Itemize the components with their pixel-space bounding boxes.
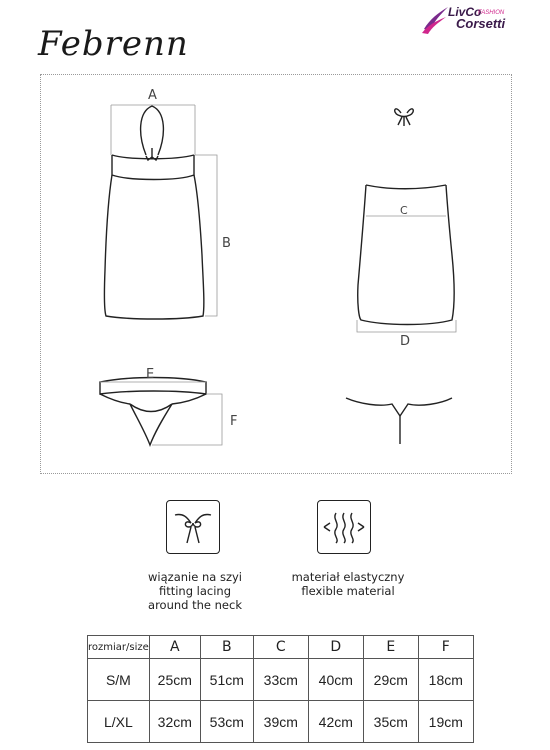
table-cell: 40cm [308, 659, 363, 701]
dress-front-guides [111, 105, 217, 316]
size-table [87, 635, 474, 743]
dress-front-outline [104, 106, 204, 319]
table-cell: 39cm [253, 701, 308, 743]
thong-back-outline [346, 398, 452, 444]
table-cell: 25cm [149, 659, 200, 701]
size-table-col-c: C [253, 636, 308, 659]
stretch-waves-icon [317, 500, 371, 554]
measure-label-b: B [222, 236, 231, 251]
measure-label-a: A [148, 88, 157, 103]
table-cell: 35cm [363, 701, 418, 743]
size-table-col-b: B [200, 636, 253, 659]
size-row-label: L/XL [88, 701, 150, 743]
table-cell: 19cm [418, 701, 473, 743]
size-table-col-d: D [308, 636, 363, 659]
size-table-col-f: F [418, 636, 473, 659]
feature-neck-lacing-line-3: around the neck [148, 598, 242, 612]
dress-back-guides [357, 216, 456, 332]
size-table-col-a: A [149, 636, 200, 659]
table-cell: 33cm [253, 659, 308, 701]
size-table-corner: rozmiar/size [88, 636, 150, 659]
table-row [88, 659, 474, 701]
feature-neck-lacing-line-2: fitting lacing [158, 584, 232, 598]
product-title: Febrenn [38, 24, 189, 64]
thong-front-outline [100, 378, 206, 446]
table-cell: 32cm [149, 701, 200, 743]
table-cell: 51cm [200, 659, 253, 701]
measure-label-c: C [400, 204, 408, 217]
size-row-label: S/M [88, 659, 150, 701]
table-row [88, 701, 474, 743]
feature-neck-lacing-line-1: wiązanie na szyi [148, 570, 242, 584]
table-cell: 29cm [363, 659, 418, 701]
measure-label-f: F [230, 414, 238, 429]
halter-tie-icon [166, 500, 220, 554]
table-cell: 42cm [308, 701, 363, 743]
table-cell: 18cm [418, 659, 473, 701]
size-table-col-e: E [363, 636, 418, 659]
table-cell: 53cm [200, 701, 253, 743]
feature-flexible-material-line-2: flexible material [301, 584, 395, 598]
measure-label-d: D [400, 334, 411, 349]
feature-neck-lacing [130, 500, 260, 620]
size-table-header-row [88, 636, 474, 659]
feature-flexible-material [280, 500, 416, 620]
feature-flexible-material-line-1: materiał elastyczny [291, 570, 405, 584]
brand-name-fashion: FASHION [478, 10, 505, 16]
measure-label-e: E [146, 367, 155, 382]
brand-name-livco: LivCo [448, 5, 482, 19]
brand-name-corsetti: Corsetti [456, 16, 506, 31]
